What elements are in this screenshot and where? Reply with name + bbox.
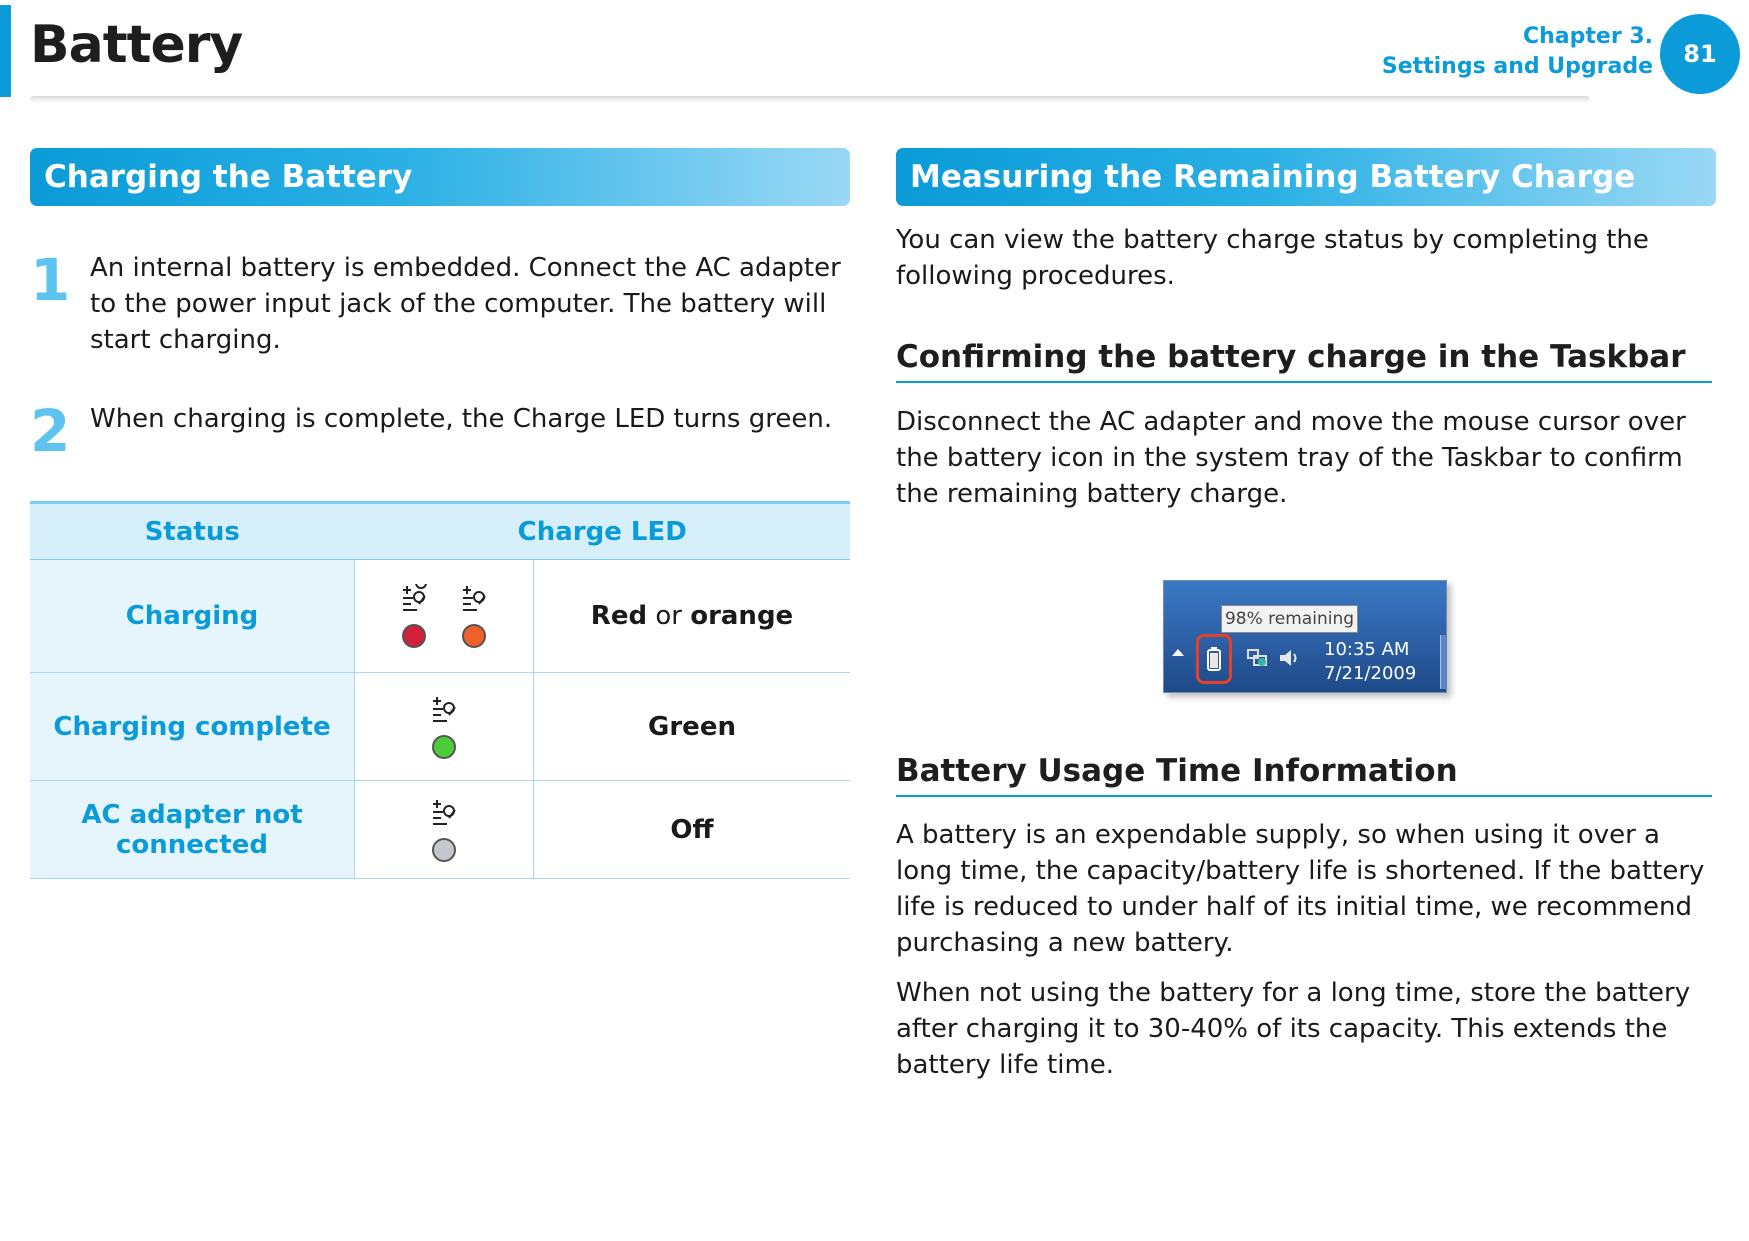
volume-icon — [1278, 647, 1300, 669]
charge-led-icon — [429, 695, 459, 725]
show-desktop-strip — [1440, 635, 1447, 689]
led-dot-green — [432, 735, 456, 759]
led-icon-cell — [355, 673, 534, 781]
led-color-cell — [534, 560, 851, 673]
battery-icon — [1207, 647, 1221, 671]
section-banner-charging: Charging the Battery — [30, 148, 850, 206]
usage-heading: Battery Usage Time Information — [896, 753, 1712, 797]
network-icon — [1246, 647, 1270, 669]
led-indicator — [429, 695, 459, 759]
section-banner-measuring: Measuring the Remaining Battery Charge — [896, 148, 1716, 206]
header-divider — [30, 96, 1590, 104]
charge-led-icon — [459, 584, 489, 614]
step-2 — [30, 397, 850, 465]
led-indicator — [399, 584, 429, 648]
taskbar-paragraph: Disconnect the AC adapter and move the mouse cursor over the battery icon in the system tray of the Taskbar to confirm the remaining battery charge. — [896, 407, 1686, 509]
page-title: Battery — [30, 15, 243, 75]
led-indicator — [429, 798, 459, 862]
table-row — [30, 781, 850, 879]
show-hidden-icons-arrow-icon — [1172, 649, 1184, 656]
led-dot-red — [402, 624, 426, 648]
chapter-number: Chapter 3. — [1522, 24, 1653, 49]
chapter-title: Settings and Upgrade — [1381, 54, 1653, 79]
table-row — [30, 673, 850, 781]
page-number-badge: 81 — [1660, 14, 1740, 94]
led-dot-orange — [462, 624, 486, 648]
clock-date: 7/21/2009 — [1324, 663, 1417, 684]
led-color-cell — [534, 673, 851, 781]
clock-time: 10:35 AM — [1324, 639, 1410, 660]
taskbar-screenshot — [1163, 580, 1447, 693]
led-icon-cell — [355, 781, 534, 879]
header-charge-led: Charge LED — [355, 503, 851, 560]
step-1 — [30, 246, 850, 360]
intro-paragraph: You can view the battery charge status by completing the following procedures. — [896, 225, 1649, 291]
table-header-row — [30, 503, 850, 560]
charge-led-table — [30, 501, 850, 879]
status-cell: Charging — [30, 560, 355, 673]
table-row — [30, 560, 850, 673]
led-color-connector: or — [647, 601, 691, 631]
battery-tray-icon — [1196, 634, 1232, 684]
charge-led-icon — [429, 798, 459, 828]
led-color-primary: Off — [670, 814, 714, 845]
header-status: Status — [30, 503, 355, 560]
led-color-secondary: orange — [690, 601, 794, 631]
usage-paragraph-1: A battery is an expendable supply, so when using it over a long time, the capacity/battery life is shortened. If the battery life is reduced to under half of its initial time, we recommend purchasing a new battery. — [896, 820, 1705, 958]
title-accent-bar — [0, 5, 11, 97]
battery-tooltip: 98% remaining — [1221, 605, 1358, 633]
step-number: 2 — [30, 397, 71, 465]
led-icon-cell — [355, 560, 534, 673]
usage-paragraph-2: When not using the battery for a long time, store the battery after charging it to 30-40% of its capacity. This extends the battery life time. — [896, 978, 1691, 1080]
tray-clock — [1324, 638, 1416, 686]
status-cell: AC adapter not connected — [30, 781, 355, 879]
taskbar-heading: Confirming the battery charge in the Taskbar — [896, 339, 1712, 383]
led-color-primary: Red — [590, 601, 648, 631]
status-cell: Charging complete — [30, 673, 355, 781]
led-dot-off — [432, 838, 456, 862]
led-color-cell — [534, 781, 851, 879]
charge-led-icon — [399, 584, 429, 614]
step-number: 1 — [30, 246, 71, 314]
led-color-primary: Green — [648, 711, 736, 742]
step-text: When charging is complete, the Charge LED turns green. — [90, 404, 833, 434]
chapter-label — [1382, 22, 1653, 82]
led-indicator — [459, 584, 489, 648]
step-text: An internal battery is embedded. Connect the AC adapter to the power input jack of the computer. The battery will start charging. — [90, 253, 841, 355]
